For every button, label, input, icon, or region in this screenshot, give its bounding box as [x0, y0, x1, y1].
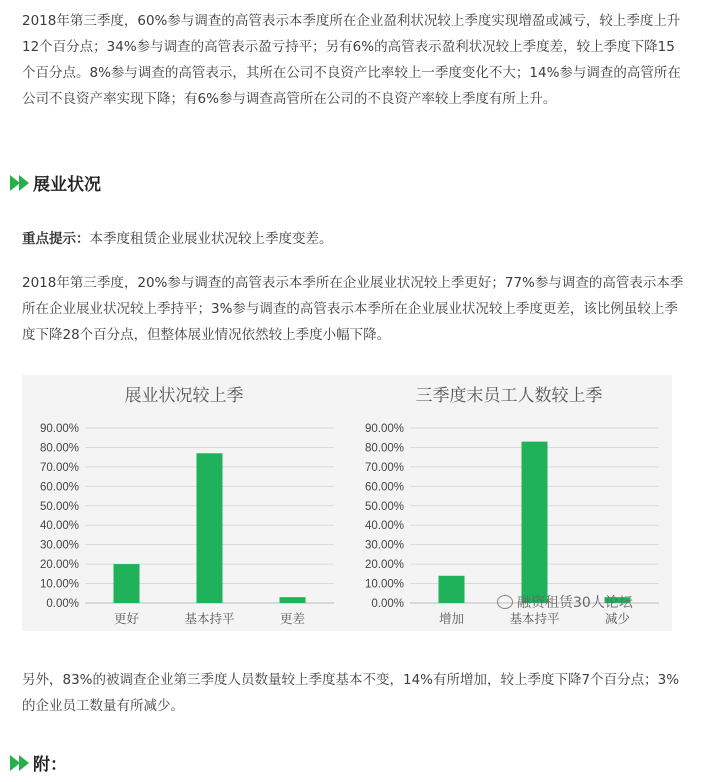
- chart-title: 三季度末员工人数较上季: [415, 386, 603, 406]
- chart-svg: [22, 375, 347, 631]
- double-arrow-icon: [10, 755, 29, 771]
- section-heading-appendix: [10, 750, 67, 775]
- y-tick-label: 20.00%: [364, 559, 404, 572]
- chart-business-status: [22, 375, 347, 631]
- bar: [522, 442, 548, 603]
- x-category-label: 更好: [113, 611, 140, 626]
- y-tick-label: 40.00%: [364, 520, 404, 533]
- y-tick-label: 0.00%: [371, 598, 404, 610]
- x-category-label: 更差: [279, 611, 306, 626]
- y-tick-label: 60.00%: [364, 481, 404, 494]
- paragraph-profit: 2018年第三季度，60%参与调查的高管表示本季度所在企业盈利状况较上季度实现增盈或减亏，较上季度上升12个百分点；34%参与调查的高管表示盈亏持平；另有6%的高管表示盈利状况较上季度差，较上季度下降15个百分点。8%参与调查的高管表示，其所在公司不良资产比率较上一季度变化不大；14%参与调查的高管所在公司不良资产率实现下降；有6%参与调查高管所在公司的不良资产率较上季度有所上升。: [22, 13, 681, 107]
- x-category-label: 增加: [438, 611, 465, 626]
- bar: [280, 597, 306, 603]
- paragraph-staff: 另外，83%的被调查企业第三季度人员数量较上季度基本不变，14%有所增加，较上季度下降7个百分点；3%的企业员工数量有所减少。: [22, 672, 680, 714]
- key-tip: [22, 228, 333, 250]
- y-tick-label: 30.00%: [364, 539, 404, 552]
- x-category-label: 基本持平: [509, 611, 560, 626]
- section-heading-business: [10, 170, 101, 195]
- y-tick-label: 90.00%: [364, 423, 404, 435]
- tip-label: 重点提示：: [22, 231, 90, 247]
- section-title: 附：: [33, 755, 67, 775]
- bar: [197, 453, 223, 603]
- chart-title: 展业状况较上季: [124, 386, 244, 406]
- x-category-label: 基本持平: [184, 611, 235, 626]
- watermark: [497, 592, 633, 612]
- wechat-icon: [497, 595, 513, 609]
- y-tick-label: 80.00%: [364, 442, 404, 455]
- y-tick-label: 90.00%: [39, 423, 79, 435]
- y-tick-label: 40.00%: [39, 520, 79, 533]
- y-tick-label: 70.00%: [364, 461, 404, 474]
- x-category-label: 减少: [604, 611, 631, 626]
- y-tick-label: 0.00%: [46, 598, 79, 610]
- y-tick-label: 10.00%: [39, 578, 79, 591]
- y-tick-label: 50.00%: [364, 500, 404, 513]
- tip-text: 本季度租赁企业展业状况较上季度变差。: [89, 231, 333, 247]
- y-tick-label: 10.00%: [364, 578, 404, 591]
- bar: [439, 576, 465, 603]
- bar: [114, 564, 140, 603]
- y-tick-label: 20.00%: [39, 559, 79, 572]
- y-tick-label: 60.00%: [39, 481, 79, 494]
- y-tick-label: 70.00%: [39, 461, 79, 474]
- section-title: 展业状况: [33, 175, 101, 195]
- watermark-text: 融资租赁30人论坛: [517, 595, 633, 611]
- y-tick-label: 50.00%: [39, 500, 79, 513]
- paragraph-business: 2018年第三季度，20%参与调查的高管表示本季所在企业展业状况较上季更好；77%参与调查的高管表示本季所在企业展业状况较上季持平；3%参与调查的高管表示本季所在企业展业状况较上季度更差，该比例虽较上季度下降28个百分点，但整体展业情况依然较上季度小幅下降。: [22, 275, 684, 343]
- y-tick-label: 80.00%: [39, 442, 79, 455]
- y-tick-label: 30.00%: [39, 539, 79, 552]
- double-arrow-icon: [10, 175, 29, 191]
